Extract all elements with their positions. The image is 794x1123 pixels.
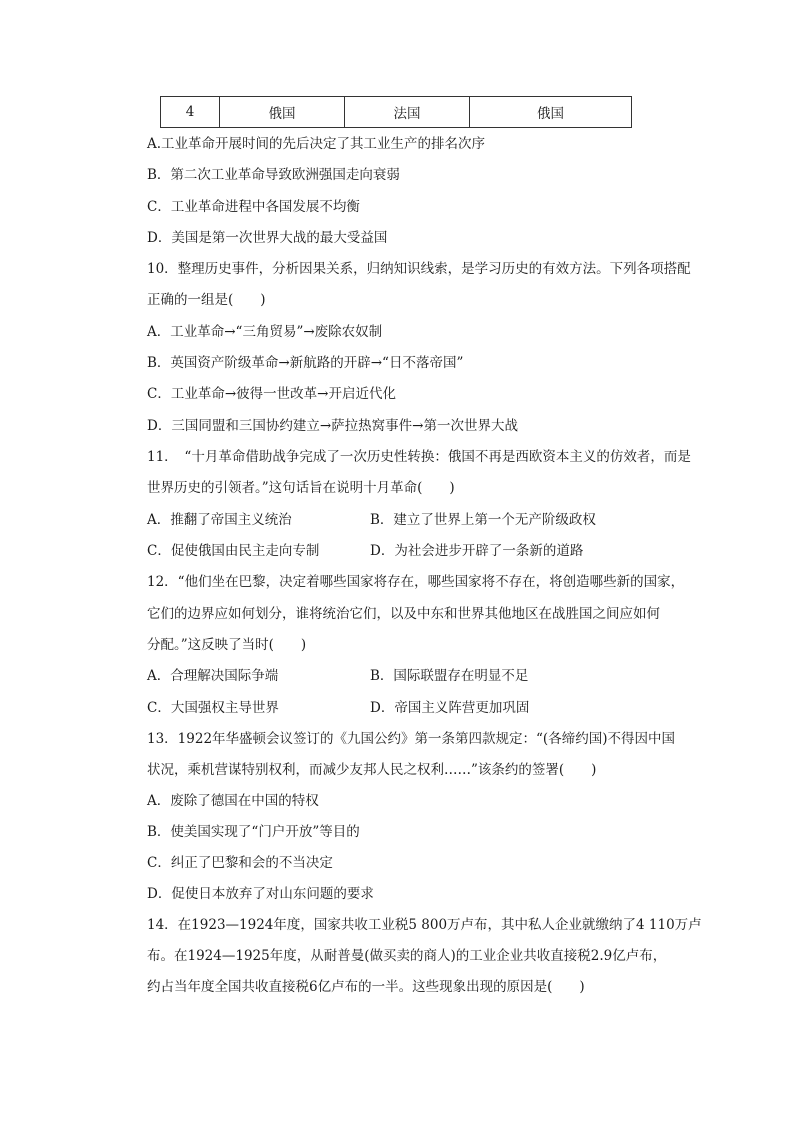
q12-option-b: B．国际联盟存在明显不足 [370,668,529,684]
q11-option-d: D．为社会进步开辟了一条新的道路 [370,543,584,559]
q13-option-c: C．纠正了巴黎和会的不当决定 [147,855,333,871]
q14-stem-cont: 布。在1924—1925年度，从耐普曼(做买卖的商人)的工业企业共收直接税2.9亿卢布， [147,948,667,964]
q10-stem-cont: 正确的一组是( ) [147,292,266,308]
q9-option-b: B．第二次工业革命导致欧洲强国走向衰弱 [147,167,400,183]
table-cell: 法国 [345,97,470,128]
q9-option-a: A.工业革命开展时间的先后决定了其工业生产的排名次序 [147,136,486,152]
table-cell-rank: 4 [161,97,220,128]
q11-option-a: A．推翻了帝国主义统治 [147,512,292,528]
table-cell: 俄国 [470,97,632,128]
q12-option-c: C．大国强权主导世界 [147,700,279,716]
q11-option-b: B．建立了世界上第一个无产阶级政权 [370,512,596,528]
q10-option-b: B．英国资产阶级革命→新航路的开辟→“日不落帝国” [147,355,464,371]
q10-option-a: A．工业革命→“三角贸易”→废除农奴制 [147,324,383,340]
table-row [161,97,632,128]
q13-stem-cont: 状况，乘机营谋特别权利，而减少友邦人民之权利……”该条约的签署( ) [147,762,597,778]
q13-option-d: D．促使日本放弃了对山东问题的要求 [147,886,374,902]
q12-option-a: A．合理解决国际争端 [147,668,279,684]
q13-option-a: A．废除了德国在中国的特权 [147,793,319,809]
q10-option-d: D．三国同盟和三国协约建立→萨拉热窝事件→第一次世界大战 [147,418,518,434]
q14-stem-cont2: 约占当年度全国共收直接税6亿卢布的一半。这些现象出现的原因是( ) [147,979,585,995]
q9-option-d: D．美国是第一次世界大战的最大受益国 [147,230,388,246]
q14-stem: 14．在1923—1924年度，国家共收工业税5 800万卢布，其中私人企业就缴纳了4 110万卢 [147,917,702,933]
q10-stem: 10．整理历史事件，分析因果关系，归纳知识线索，是学习历史的有效方法。下列各项搭配 [147,261,691,277]
q11-stem-cont: 世界历史的引领者。”这句话旨在说明十月革命( ) [147,480,455,496]
q13-option-b: B．使美国实现了“门户开放”等目的 [147,824,360,840]
q9-option-c: C．工业革命进程中各国发展不均衡 [147,199,360,215]
q11-stem: 11． “十月革命借助战争完成了一次历史性转换：俄国不再是西欧资本主义的仿效者，而是 [147,449,691,465]
q11-option-c: C．促使俄国由民主走向专制 [147,543,320,559]
q12-stem-cont: 它们的边界应如何划分，谁将统治它们，以及中东和世界其他地区在战胜国之间应如何 [147,606,660,622]
q12-stem: 12．“他们坐在巴黎，决定着哪些国家将存在，哪些国家将不存在，将创造哪些新的国家， [147,574,685,590]
table-cell: 俄国 [220,97,345,128]
q10-option-c: C．工业革命→彼得一世改革→开启近代化 [147,386,396,402]
q12-stem-cont2: 分配。”这反映了当时( ) [147,637,307,653]
q13-stem: 13．1922年华盛顿会议签订的《九国公约》第一条第四款规定：“(各缔约国)不得因中国 [147,731,675,747]
q12-option-d: D．帝国主义阵营更加巩固 [370,700,530,716]
country-ranking-table [160,96,632,128]
